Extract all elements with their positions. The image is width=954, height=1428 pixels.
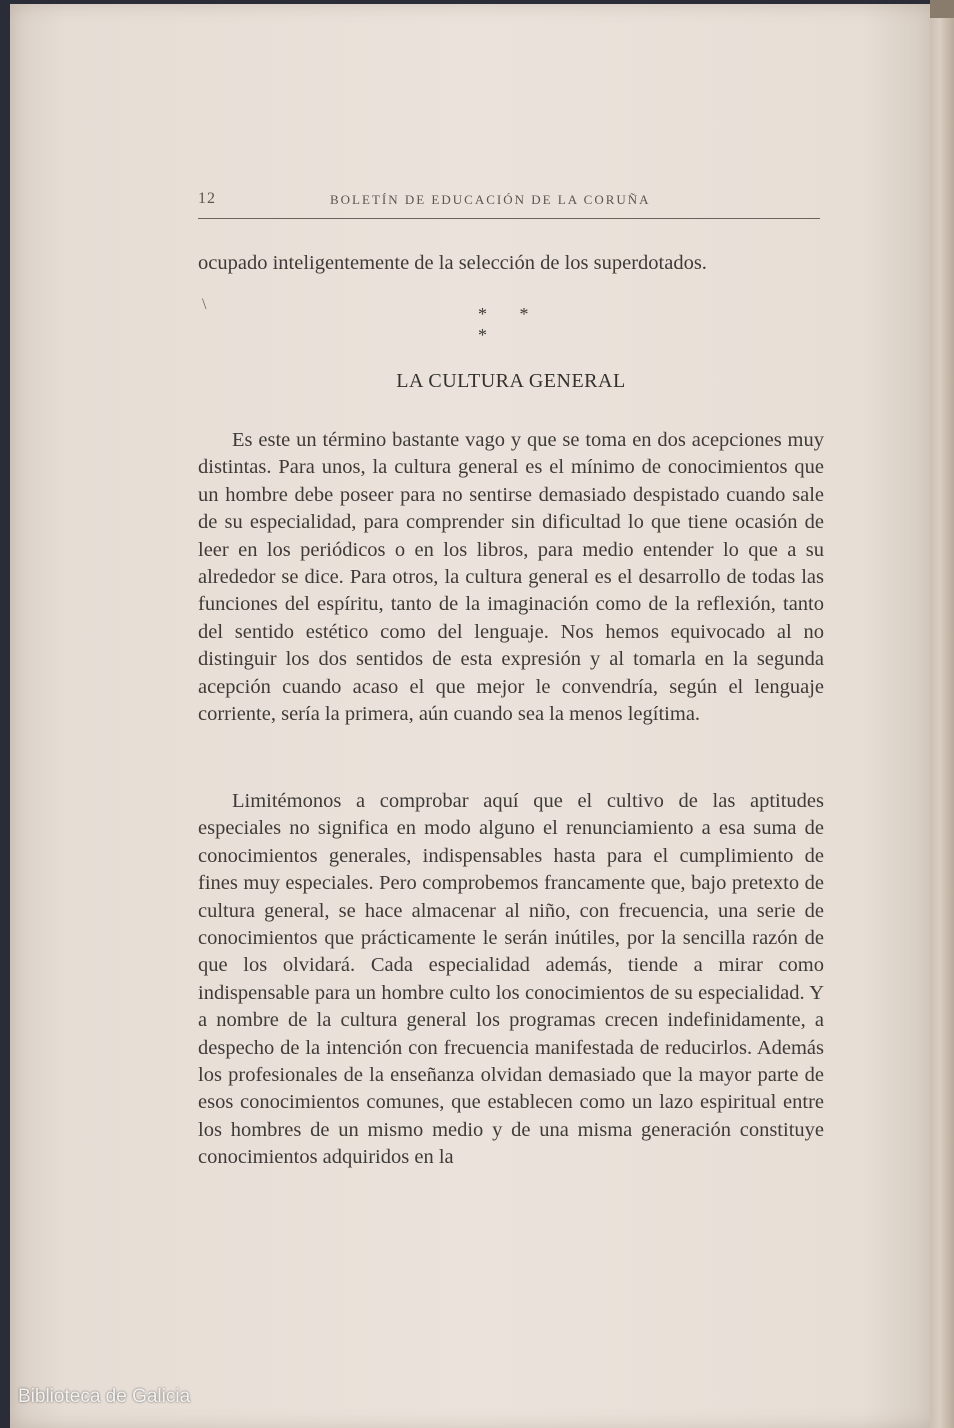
library-watermark: Biblioteca de Galicia [18, 1386, 191, 1407]
stray-mark: \ [202, 296, 207, 313]
page-number: 12 [198, 190, 216, 207]
section-separator: * * * [478, 304, 543, 345]
paragraph-1: Es este un término bastante vago y que se toma en dos acepciones muy distintas. Para unos, la cultura general es el mínimo de conocimientos que un hombre debe poseer para no sentirse demasiado despistado cuando sale de su especialidad, para comprender sin dificultad lo que tiene ocasión de leer en los periódicos o en los libros, para medio entender lo que a su alrededor se dice. Para otros, la cultura general es el desarrollo de todas las funciones del espíritu, tanto de la imaginación como de la reflexión, tanto del sentido estético como del lenguaje. Nos hemos equivocado al no distinguir los dos sentidos de esta expresión y al tomarla en la segunda acepción cuando acaso el que mejor le convendría, según el lenguaje corriente, sería la primera, aún cuando sea la menos legítima. [198, 429, 824, 726]
running-title: BOLETÍN DE EDUCACIÓN DE LA CORUÑA [330, 192, 651, 207]
page-stack-edge [930, 0, 954, 1428]
binding-corner [930, 0, 954, 18]
header-rule [198, 218, 820, 219]
section-title: LA CULTURA GENERAL [396, 370, 626, 392]
continued-line: ocupado inteligentemente de la selección de los superdotados. [198, 252, 707, 274]
paragraph-2: Limitémonos a comprobar aquí que el cultivo de las aptitudes especiales no significa en modo alguno el renunciamiento a esa suma de conocimientos generales, indispensables hasta para el cumplimiento de fines muy especiales. Pero comprobemos francamente que, bajo pretexto de cultura general, se hace almacenar al niño, con frecuencia, una serie de conocimientos que prácticamente le serán inútiles, por la sencilla razón de que los olvidará. Cada especialidad además, tiende a mirar como indispensable para un hombre culto los conocimientos de su especialidad. Y a nombre de la cultura general los programas crecen indefinidamente, a despecho de la intención con frecuencia manifestada de reducirlos. Además los profesionales de la enseñanza olvidan demasiado que la mayor parte de esos conocimientos comunes, que establecen como un lazo espiritual entre los hombres de un mismo medio y de una misma generación constituye conocimientos adquiridos en la [198, 790, 824, 1169]
running-header [198, 190, 820, 212]
